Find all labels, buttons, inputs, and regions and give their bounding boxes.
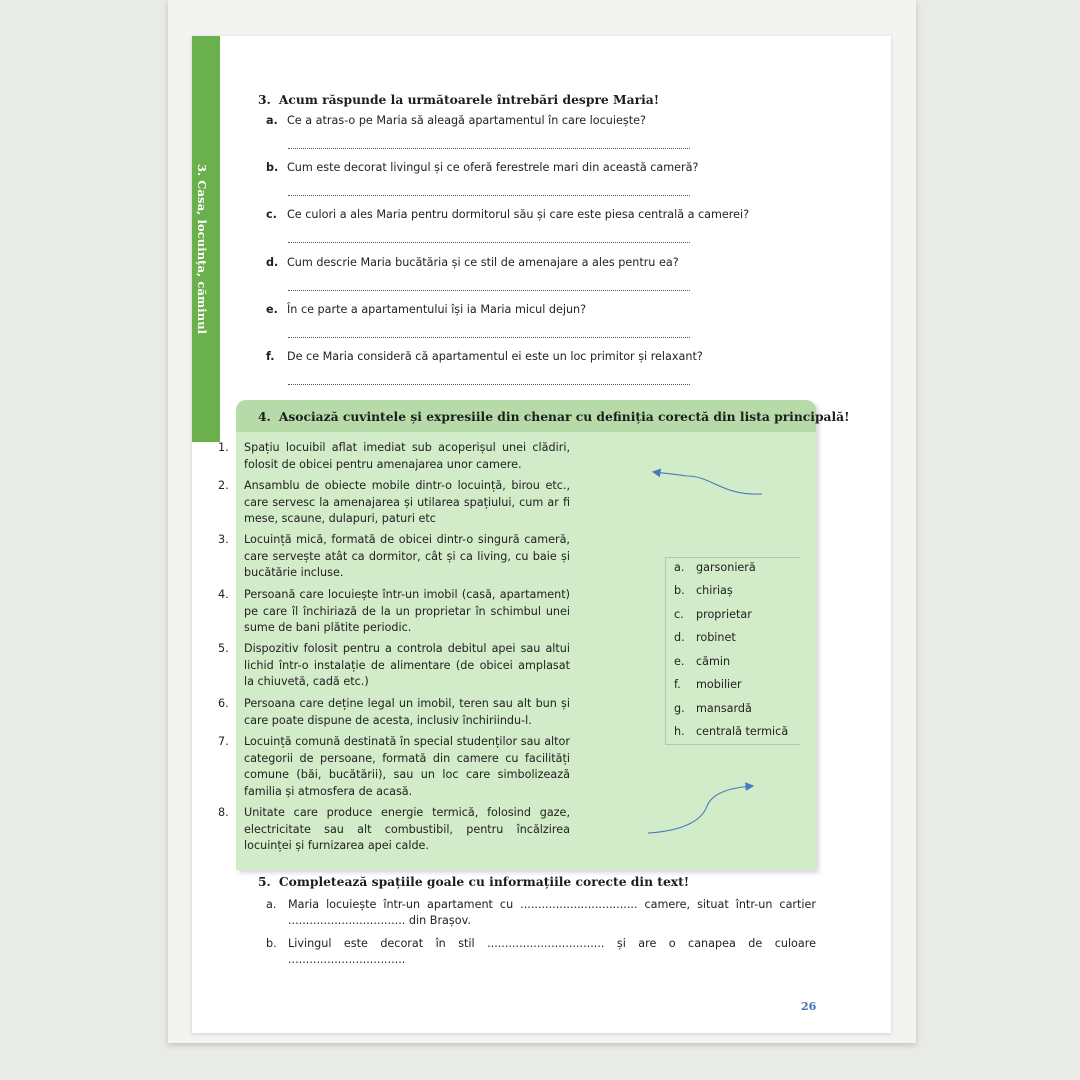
task3-title: Acum răspunde la următoarele întrebări despre Maria! [278,92,660,107]
arrow-up-left-icon [654,472,762,494]
fill-in-item[interactable]: b. Livingul este decorat în stil ................................. și are o canapea de culoare ................................. [266,937,816,966]
question-f: f. De ce Maria consideră că apartamentul ei este un loc primitor și relaxant? [266,350,703,363]
question-a: a. Ce a atras-o pe Maria să aleagă apartamentul în care locuiește? [266,114,646,127]
option-item[interactable]: e. cămin [674,655,731,668]
question-c: c. Ce culori a ales Maria pentru dormitorul său și care este piesa centrală a camerei? [266,208,750,221]
fill-in-item[interactable]: a. Maria locuiește într-un apartament cu ................................. camere, situat într-un cartier ................................. din Brașov. [266,898,816,927]
definition-item: 8. Unitate care produce energie termică, folosind gaze, electricitate sau alt combustibil, pentru încălzirea locuinței și furnizarea apei calde. [218,806,570,852]
task5-number: 5. [258,874,271,889]
definition-item: 5. Dispozitiv folosit pentru a controla debitul apei sau altui lichid într-o instalație de alimentare (de obicei amplasat la chiuvetă, cadă etc.) [218,642,570,688]
page-number: 26 [801,1000,817,1013]
chapter-side-label: 3. Casa, locuința, căminul [195,164,209,335]
question-e: e. În ce parte a apartamentului își ia Maria micul dejun? [266,303,587,316]
arrow-up-right-icon [648,786,752,833]
option-item[interactable]: c. proprietar [674,608,752,621]
question-b: b. Cum este decorat livingul și ce oferă ferestrele mari din această cameră? [266,161,699,174]
definition-item: 2. Ansamblu de obiecte mobile dintr-o locuință, birou etc., care servesc la amenajarea și utilarea spațiului, cum ar fi mese, scaune, dulapuri, paturi etc [218,479,570,525]
workbook-page [192,36,891,1033]
option-item[interactable]: h. centrală termică [674,725,789,738]
task5-heading [258,874,689,889]
definition-item: 1. Spațiu locuibil aflat imediat sub acoperișul unei clădiri, folosit de obicei pentru amenajarea unor camere. [218,441,570,471]
task3-number: 3. [258,92,271,107]
option-item[interactable]: d. robinet [674,631,736,644]
task4-number: 4. [258,409,271,424]
definition-item: 7. Locuință comună destinată în special studenților sau altor categorii de persoane, formată din camere cu facilități comune (băi, bucătării), sau un loc care simbolizează familia și atmosfera de acasă. [218,735,570,798]
option-item[interactable]: g. mansardă [674,702,752,715]
task4-title: Asociază cuvintele și expresiile din chenar cu definiția corectă din lista principală! [278,409,850,424]
option-item[interactable]: a. garsonieră [674,561,756,574]
definition-item: 6. Persoana care deține legal un imobil, teren sau alt bun și care poate dispune de acesta, inclusiv închiriindu-l. [218,697,570,727]
definition-item: 4. Persoană care locuiește într-un imobil (casă, apartament) pe care îl închiriază de la un proprietar în schimbul unei sume de bani plătite periodic. [218,588,570,634]
task5-title: Completează spațiile goale cu informațiile corecte din text! [278,874,690,889]
option-item[interactable]: b. chiriaș [674,584,733,597]
option-item[interactable]: f. mobilier [674,678,742,691]
definition-item: 3. Locuință mică, formată de obicei dintr-o singură cameră, care servește atât ca dormitor, cât și ca living, cu baie și bucătărie incluse. [218,533,570,579]
question-d: d. Cum descrie Maria bucătăria și ce stil de amenajare a ales pentru ea? [266,256,679,269]
